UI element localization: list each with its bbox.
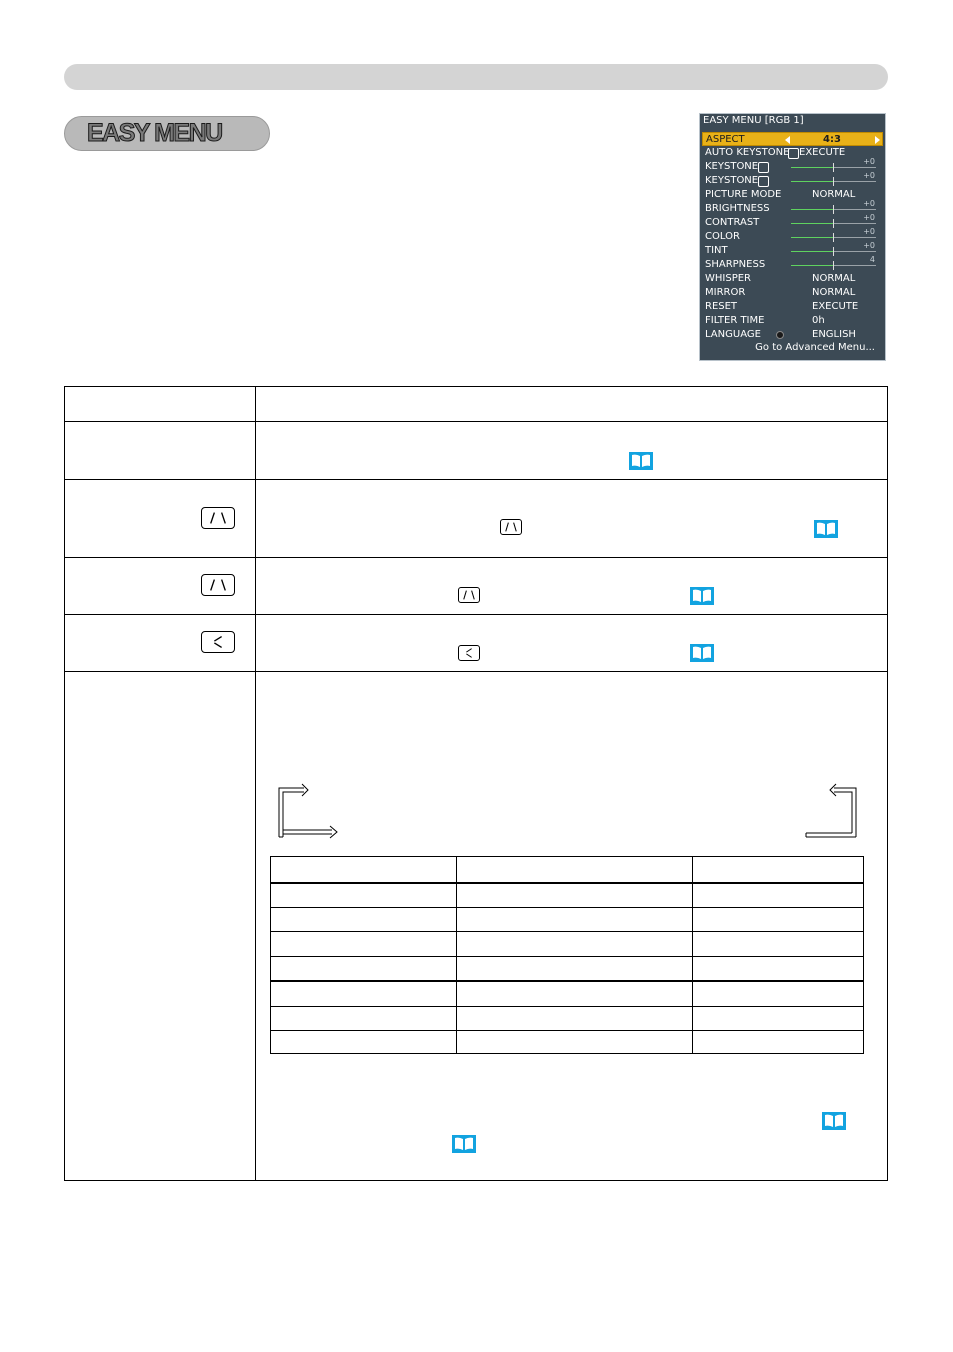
osd-row-value: NORMAL xyxy=(812,287,856,298)
osd-row-sharpness[interactable] xyxy=(702,255,883,272)
osd-row-value: EXECUTE xyxy=(799,147,846,158)
book-icon[interactable] xyxy=(822,1112,846,1130)
osd-row-label: KEYSTONE xyxy=(705,161,759,172)
table-row-divider xyxy=(65,557,887,558)
book-icon[interactable] xyxy=(629,452,653,470)
osd-row-label: KEYSTONE xyxy=(705,175,759,186)
osd-row-contrast[interactable] xyxy=(702,213,883,230)
sub-table-row-divider xyxy=(271,980,863,982)
osd-row-label: PICTURE MODE xyxy=(705,189,782,200)
section-title: EASY MENU xyxy=(87,119,222,147)
keystone-vertical-icon xyxy=(458,587,480,603)
loop-arrow-right xyxy=(800,782,860,840)
osd-row-value: NORMAL xyxy=(812,273,856,284)
menu-items-table xyxy=(64,386,888,1181)
osd-slider-value: +0 xyxy=(863,213,875,222)
osd-row-label: AUTO KEYSTONE xyxy=(705,147,790,158)
sub-table-row-divider xyxy=(271,956,863,957)
osd-row-value: NORMAL xyxy=(812,189,856,200)
osd-row-reset[interactable] xyxy=(702,300,883,314)
keystone-horizontal-icon xyxy=(458,645,480,661)
keystone-vertical-icon xyxy=(201,507,235,529)
osd-row-label: RESET xyxy=(705,301,738,312)
osd-row-label: COLOR xyxy=(705,231,740,242)
osd-row-whisper[interactable] xyxy=(702,272,883,286)
picture-mode-table xyxy=(270,856,864,1054)
sub-table-row-divider xyxy=(271,1006,863,1007)
osd-slider[interactable] xyxy=(791,265,876,266)
osd-slider-value: 4 xyxy=(869,255,875,264)
osd-row-auto-keystone[interactable] xyxy=(702,146,883,160)
osd-slider-value: +0 xyxy=(863,171,875,180)
osd-row-label: LANGUAGE xyxy=(705,329,761,340)
table-header-divider xyxy=(65,421,887,422)
osd-row-keystone[interactable] xyxy=(702,157,883,174)
osd-row-value: 4:3 xyxy=(823,134,841,145)
osd-row-picture-mode[interactable] xyxy=(702,188,883,202)
keystone-vertical-icon xyxy=(201,574,235,596)
sub-table-header-divider xyxy=(271,882,863,884)
osd-row-color[interactable] xyxy=(702,227,883,244)
osd-advanced-menu-link[interactable]: Go to Advanced Menu... xyxy=(755,342,875,353)
osd-row-label: SHARPNESS xyxy=(705,259,766,270)
osd-row-language[interactable] xyxy=(702,328,883,342)
keystone-vertical-icon xyxy=(500,519,522,535)
osd-row-keystone[interactable] xyxy=(702,171,883,188)
keystone-icon xyxy=(788,148,799,159)
osd-row-label: CONTRAST xyxy=(705,217,760,228)
osd-row-value: 0h xyxy=(812,315,825,326)
osd-row-tint[interactable] xyxy=(702,241,883,258)
osd-slider-value: +0 xyxy=(863,157,875,166)
keystone-icon xyxy=(758,176,769,187)
loop-arrow-left xyxy=(276,782,340,840)
table-row-divider xyxy=(65,671,887,672)
sub-table-row-divider xyxy=(271,1030,863,1031)
osd-row-value: ENGLISH xyxy=(812,329,856,340)
table-row-divider xyxy=(65,614,887,615)
osd-row-brightness[interactable] xyxy=(702,199,883,216)
book-icon[interactable] xyxy=(690,644,714,662)
keystone-horizontal-icon xyxy=(201,631,235,653)
table-row-divider xyxy=(65,479,887,480)
book-icon[interactable] xyxy=(814,520,838,538)
arrow-left-icon[interactable] xyxy=(785,136,790,144)
sub-table-divider xyxy=(692,857,693,1053)
arrow-right-icon[interactable] xyxy=(875,136,880,144)
book-icon[interactable] xyxy=(452,1135,476,1153)
osd-row-filter-time[interactable] xyxy=(702,314,883,328)
sub-table-row-divider xyxy=(271,907,863,908)
osd-slider-value: +0 xyxy=(863,241,875,250)
globe-icon xyxy=(776,331,784,339)
osd-slider-value: +0 xyxy=(863,199,875,208)
osd-row-label: FILTER TIME xyxy=(705,315,765,326)
osd-row-aspect[interactable] xyxy=(702,132,883,146)
osd-row-value: EXECUTE xyxy=(812,301,859,312)
sub-table-divider xyxy=(456,857,457,1053)
sub-table-row-divider xyxy=(271,931,863,932)
osd-row-label: WHISPER xyxy=(705,273,752,284)
osd-slider-value: +0 xyxy=(863,227,875,236)
table-column-divider xyxy=(255,387,256,1180)
osd-row-label: BRIGHTNESS xyxy=(705,203,770,214)
osd-row-label: TINT xyxy=(705,245,728,256)
osd-row-label: MIRROR xyxy=(705,287,746,298)
header-bar xyxy=(64,64,888,90)
osd-row-label: ASPECT xyxy=(706,134,745,145)
osd-row-mirror[interactable] xyxy=(702,286,883,300)
book-icon[interactable] xyxy=(690,587,714,605)
easy-menu-osd xyxy=(699,113,886,361)
keystone-icon xyxy=(758,162,769,173)
section-title-pill xyxy=(64,116,270,151)
osd-title: EASY MENU [RGB 1] xyxy=(703,115,804,126)
